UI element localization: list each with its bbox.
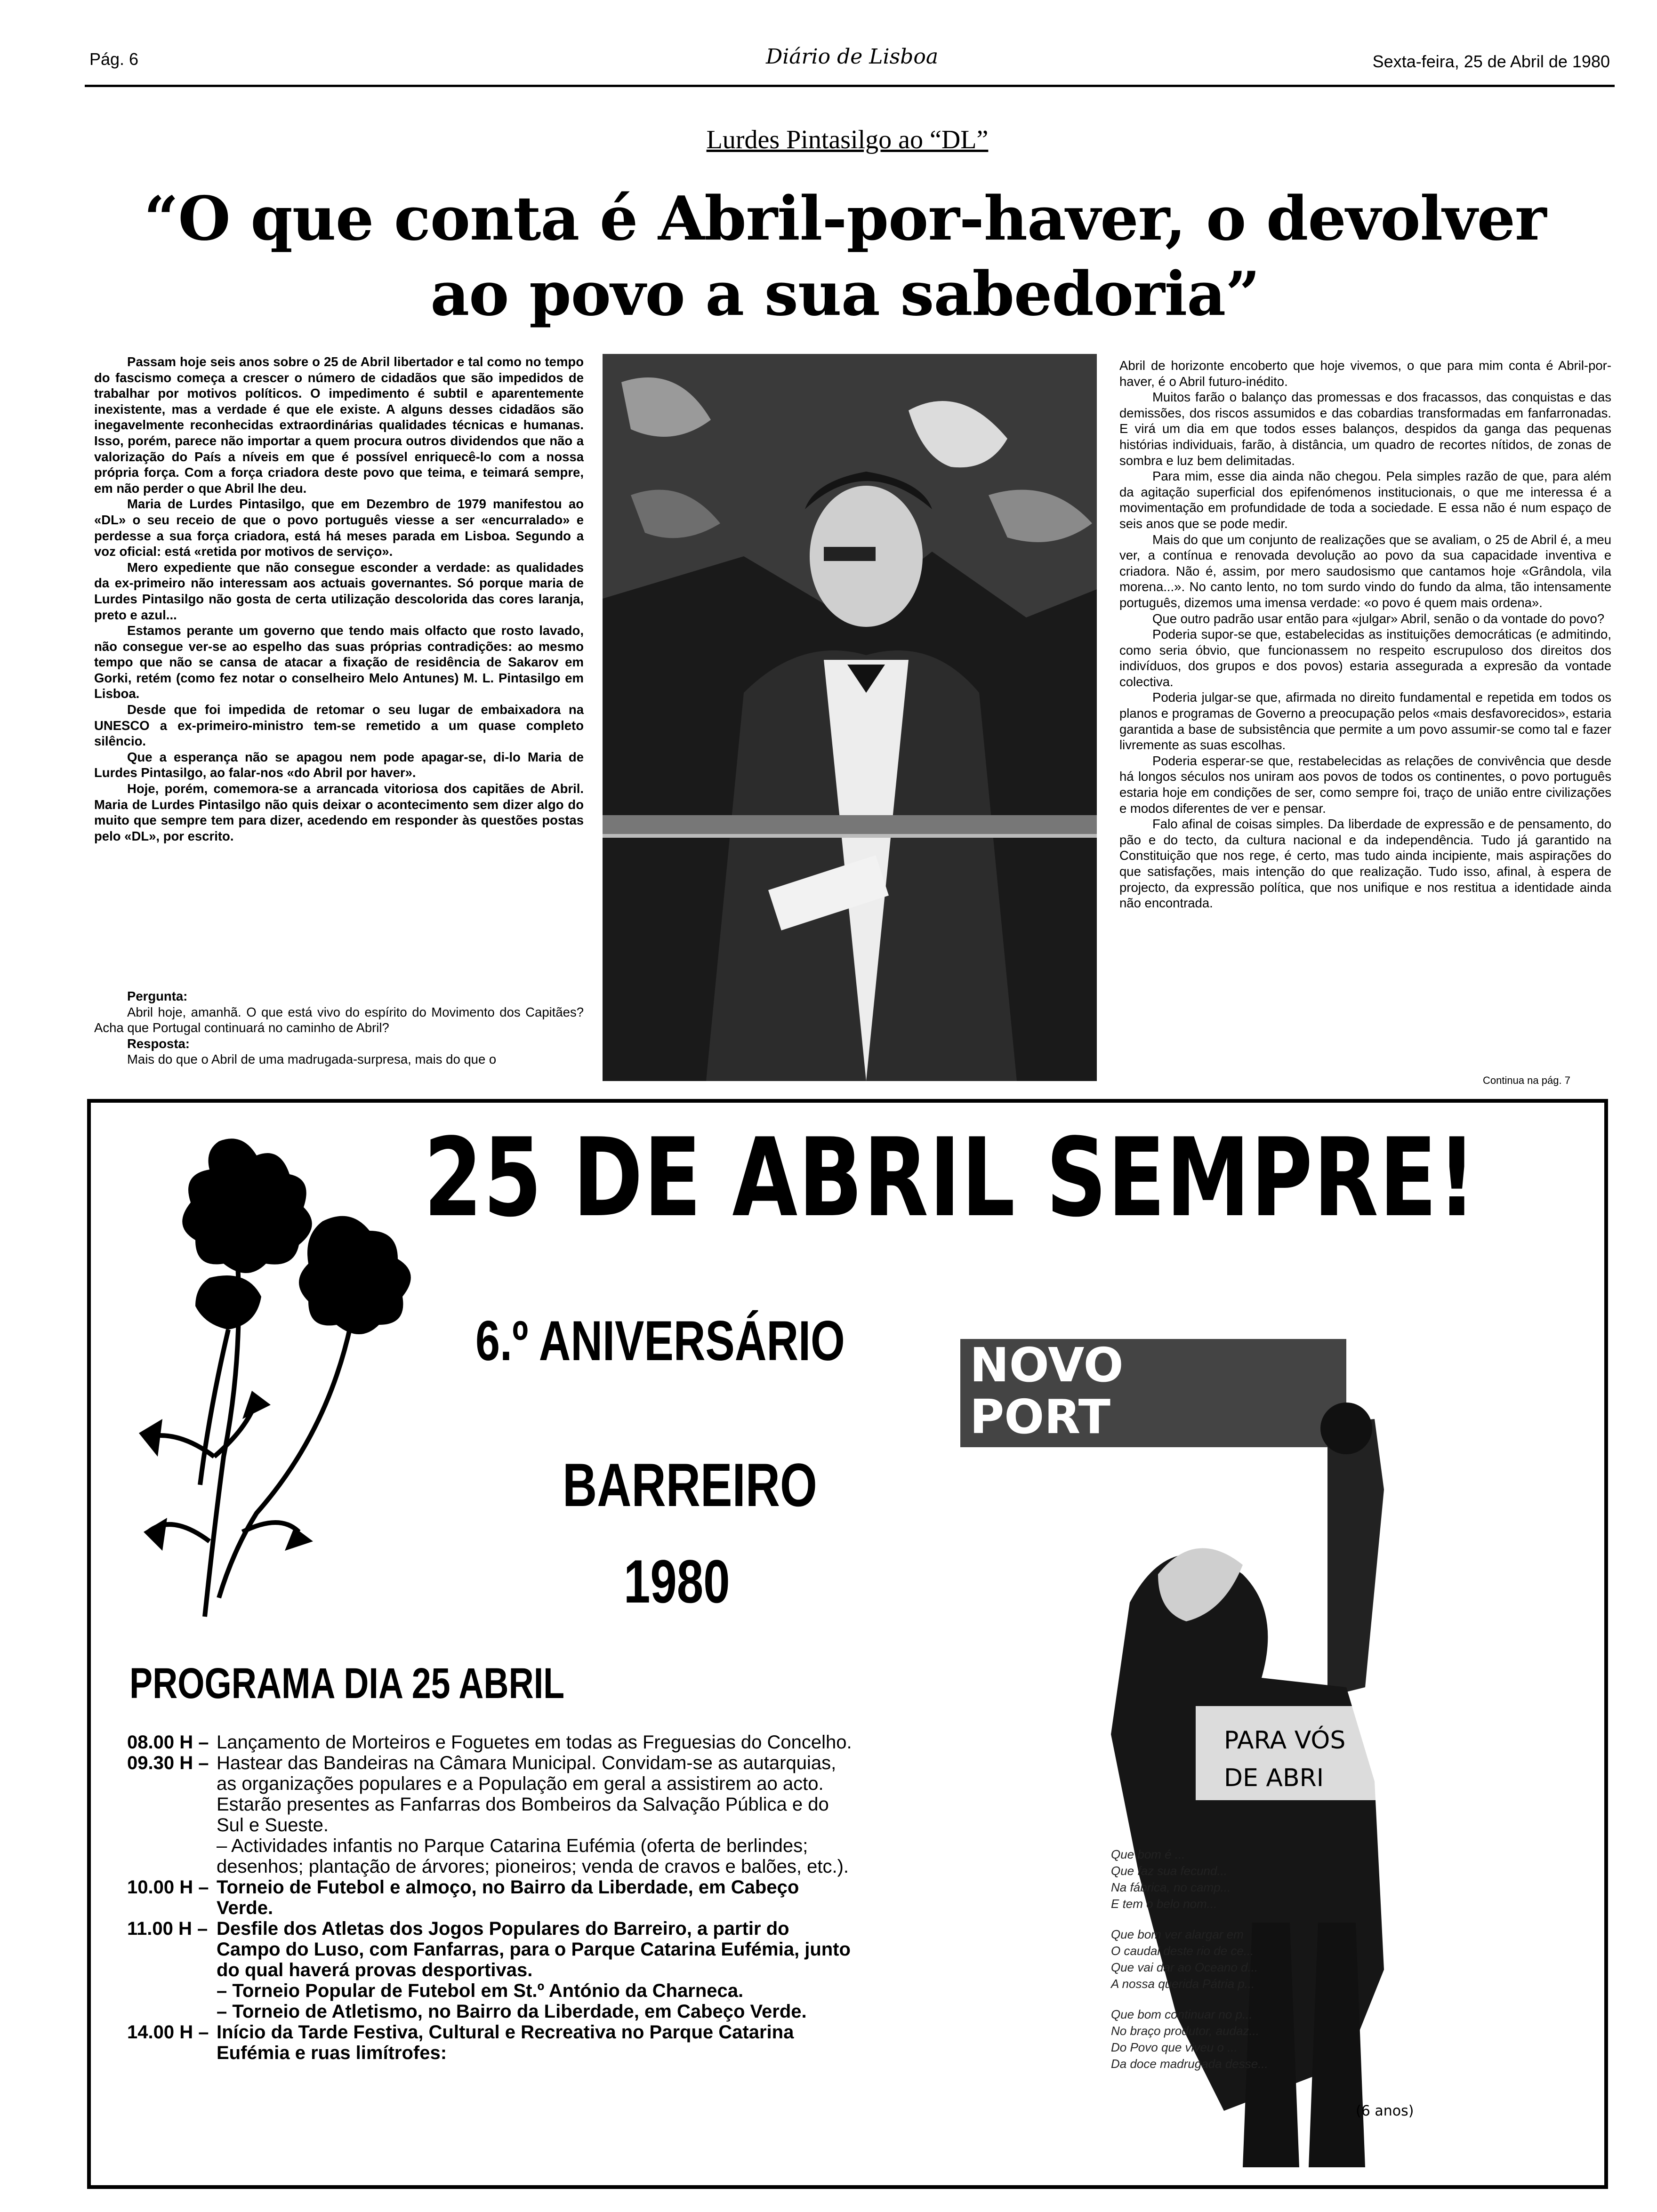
issue-date: Sexta-feira, 25 de Abril de 1980 xyxy=(1372,52,1610,71)
headline-line-2: ao povo a sua sabedoria” xyxy=(430,259,1260,329)
schedule-row xyxy=(127,1753,854,1835)
intro-paragraph: Passam hoje seis anos sobre o 25 de Abril libertador e tal como no tempo do fascismo começa a crescer o número de cidadãos que são impedidos de trabalhar por motivos políticos. O impedimento é subtil e aparentemente inexistente, mas a verdade é que ele existe. A alguns desses cidadãos são inegavelmente reconhecidas extraordinárias qualidades técnicas e humanas. Isso, porém, parece não importar a quem procura outros dividendos que não a valorização do País a níveis em que é possível enriquecê-lo com a nossa própria força. Com a força criadora deste povo que teima, e teimará sempre, em não perder o que Abril lhe deu. xyxy=(94,354,584,496)
poem-line: Que bom ver alargar em xyxy=(1111,1927,1244,1941)
poster-banner-1: PARA VÓS xyxy=(1224,1726,1346,1755)
schedule-text: – Torneio Popular de Futebol em St.º António da Charneca. xyxy=(217,1980,744,2001)
intro-paragraph: Desde que foi impedida de retomar o seu lugar de embaixadora na UNESCO a ex-primeiro-ministro tem-se remetido a um quase completo silêncio. xyxy=(94,702,584,749)
schedule-row xyxy=(127,1980,854,2001)
poem-line: Que vai dar ao Oceano d... xyxy=(1111,1960,1258,1974)
poster-author: (6 anos) xyxy=(1356,2103,1414,2119)
intro-paragraph: Mero expediente que não consegue esconder a verdade: as qualidades da ex-primeiro não interessam aos actuais governantes. Só porque maria de Lurdes Pintasilgo não gosta de certa utilização descolorida das cores laranja, preto e azul... xyxy=(94,560,584,622)
portrait-photo xyxy=(603,354,1097,1081)
poster-banner-2: DE ABRI xyxy=(1224,1764,1324,1792)
interview-qa xyxy=(94,988,584,1067)
poem-line: E tem o belo nom... xyxy=(1111,1897,1217,1911)
poem-line: Do Povo que viveu o ... xyxy=(1111,2040,1238,2054)
schedule-time: 10.00 H – xyxy=(127,1877,209,1898)
intro-paragraph: Que a esperança não se apagou nem pode apagar-se, di-lo Maria de Lurdes Pintasilgo, ao falar-nos «do Abril por haver». xyxy=(94,749,584,780)
poem-line: Que bom é ... xyxy=(1111,1847,1185,1861)
schedule-row xyxy=(127,1732,854,1753)
poem-line: A nossa querida Pátria p... xyxy=(1111,1977,1255,1991)
schedule-text: Desfile dos Atletas dos Jogos Populares do Barreiro, a partir do Campo do Luso, com Fanfarras, para o Parque Catarina Eufémia, junto do qual haverá provas desportivas. xyxy=(217,1918,851,1980)
poster-figure xyxy=(960,1311,1516,2167)
program-schedule xyxy=(127,1732,854,2063)
schedule-text: – Actividades infantis no Parque Catarina Eufémia (oferta de berlindes; desenhos; plantação de árvores; pioneiros; venda de cravos e balões, etc.). xyxy=(217,1835,849,1877)
continued-note[interactable]: Continua na pág. 7 xyxy=(1483,1074,1570,1086)
schedule-time: 08.00 H – xyxy=(127,1732,209,1753)
schedule-time xyxy=(127,1835,217,1877)
answer-paragraph: Poderia supor-se que, estabelecidas as instituições democráticas (e admitindo, como seria óbvio, que funcionassem no respeito escrupuloso dos direitos dos indivíduos, dos grupos e dos povos) estaria assegurada a expresão da vontade colectiva. xyxy=(1119,627,1611,689)
schedule-text: Torneio de Futebol e almoço, no Bairro da Liberdade, em Cabeço Verde. xyxy=(217,1877,799,1918)
newspaper-name: Diário de Lisboa xyxy=(765,45,939,69)
answer-text: Mais do que o Abril de uma madrugada-surpresa, mais do que o xyxy=(127,1052,497,1067)
portrait-photo-image xyxy=(603,354,1097,1081)
intro-paragraph: Maria de Lurdes Pintasilgo, que em Dezembro de 1979 manifestou ao «DL» o seu receio de que o povo português viesse a ser «encurralado» e perdesse a sua força criadora, está há meses parada em Lisboa. Segundo a voz oficial: está «retida por motivos de serviço». xyxy=(94,497,584,559)
schedule-row xyxy=(127,1918,854,1980)
schedule-row xyxy=(127,1835,854,1877)
article-intro xyxy=(94,354,584,844)
poster-image xyxy=(960,1311,1516,2167)
answer-paragraph: Poderia esperar-se que, restabelecidas as relações de convivência que desde há longos séculos nos uniram aos povos de todos os continentes, o povo português estaria hoje em condições de ser, como sempre foi, traço de união entre civilizações e modos diferentes de ver e pensar. xyxy=(1119,753,1611,816)
schedule-time xyxy=(127,2001,217,2022)
schedule-text: Hastear das Bandeiras na Câmara Municipal. Convidam-se as autarquias, as organizações populares e a População em geral a assistirem ao acto. Estarão presentes as Fanfarras dos Bombeiros da Salvação Pública e do Sul e Sueste. xyxy=(217,1753,837,1835)
answer-paragraph: Mais do que um conjunto de realizações que se avaliam, o 25 de Abril é, a meu ver, a contínua e renovada devolução ao povo da sua capacidade inventiva e criadora. Não é, assim, por mero saudosismo que cantamos hoje «Grândola, vila morena...». No canto lento, no tom surdo vindo do fundo da alma, tão intensamente português, dizemos uma imensa verdade: «o povo é quem mais ordena». xyxy=(1119,532,1611,610)
poem-line: Na fábrica, no camp... xyxy=(1111,1880,1231,1894)
schedule-text: Lançamento de Morteiros e Foguetes em todas as Freguesias do Concelho. xyxy=(217,1732,852,1753)
carnation-illustration xyxy=(101,1127,440,1626)
schedule-row xyxy=(127,2001,854,2022)
schedule-time: 14.00 H – xyxy=(127,2022,209,2043)
intro-paragraph: Estamos perante um governo que tendo mais olfacto que rosto lavado, não consegue ver-se ao espelho das suas próprias contradições: ao mesmo tempo que não se cansa de atacar a fixação de residência de Sakarov em Gorki, retém (como fez notar o conselheiro Melo Antunes) M. L. Pintasilgo em Lisboa. xyxy=(94,623,584,701)
poem-line: Que bom continuar no p... xyxy=(1111,2007,1253,2021)
schedule-row xyxy=(127,1877,854,1918)
question-label: Pergunta: xyxy=(127,989,188,1003)
answer-paragraph: Poderia julgar-se que, afirmada no direito fundamental e repetida em todos os planos e programas de Governo a preocupação pelos «mais desfavorecidos», estaria garantida a base de subsistência que permite a um povo assumir-se como tal e fazer livremente as suas escolhas. xyxy=(1119,690,1611,753)
poem-line: Da doce madrugada desse... xyxy=(1111,2057,1268,2071)
poster-word-2: PORT xyxy=(970,1389,1111,1444)
answer-paragraph: Falo afinal de coisas simples. Da liberdade de expressão e de pensamento, do pão e do tecto, da cultura nacional e da independência. Tudo já garantido na Constituição que nos rege, é certo, mas tudo ainda incipiente, mais aspirações do que satisfações, mais intenção do que realização. Tudo isso, afinal, à espera de projecto, da expressão política, que nos unifique e nos restitua a identidade ainda não encontrada. xyxy=(1119,817,1611,911)
schedule-time xyxy=(127,1980,217,2001)
answer-paragraph: Para mim, esse dia ainda não chegou. Pela simples razão de que, para além da agitação superficial dos epifenómenos institucionais, o que me interessa é a movimentação em profundidade de toda a sociedade. E essa não é num espaço de seis anos que se pode medir. xyxy=(1119,469,1611,531)
schedule-time: 11.00 H – xyxy=(127,1918,208,1939)
ad-title: 25 DE ABRIL SEMPRE! xyxy=(424,1115,1477,1241)
ad-year: 1980 xyxy=(624,1547,730,1616)
answer-label: Resposta: xyxy=(127,1036,190,1051)
question-text: Abril hoje, amanhã. O que está vivo do espírito do Movimento dos Capitães? Acha que Portugal continuará no caminho de Abril? xyxy=(94,1004,584,1035)
header-rule xyxy=(85,85,1615,87)
schedule-text: – Torneio de Atletismo, no Bairro da Liberdade, em Cabeço Verde. xyxy=(217,2001,807,2022)
schedule-text: Início da Tarde Festiva, Cultural e Recreativa no Parque Catarina Eufémia e ruas limítrofes: xyxy=(217,2022,794,2063)
poem-line: O caudal deste rio de ce... xyxy=(1111,1944,1254,1958)
program-title: PROGRAMA DIA 25 ABRIL xyxy=(129,1659,565,1707)
answer-continuation: Abril de horizonte encoberto que hoje vivemos, o que para mim conta é Abril-por-haver, é o Abril futuro-inédito. xyxy=(1119,358,1611,389)
page-number: Pág. 6 xyxy=(89,49,139,69)
answer-paragraph: Que outro padrão usar então para «julgar» Abril, senão o da vontade do povo? xyxy=(1152,611,1605,626)
headline-line-1: “O que conta é Abril-por-haver, o devolver xyxy=(144,184,1546,254)
article-headline xyxy=(104,181,1586,332)
article-right-column xyxy=(1119,358,1611,911)
article-kicker: Lurdes Pintasilgo ao “DL” xyxy=(706,125,989,154)
answer-paragraph: Muitos farão o balanço das promessas e dos fracassos, das conquistas e das demissões, dos riscos assumidos e das cobardias transformadas em fanfarronadas. E virá um dia em que todos esses balanços, despidos da ganga das pequenas histórias individuais, farão, à distância, um quadro de recortes nítidos, de zonas de sombra e luz bem delimitadas. xyxy=(1119,390,1611,468)
schedule-time: 09.30 H – xyxy=(127,1753,209,1773)
ad-place: BARREIRO xyxy=(563,1451,817,1519)
poem-line: Que faz sua fecund... xyxy=(1111,1864,1228,1878)
ad-anniversary: 6.º ANIVERSÁRIO xyxy=(475,1309,845,1372)
schedule-row xyxy=(127,2022,854,2063)
poster-word-1: NOVO xyxy=(970,1338,1124,1393)
intro-paragraph: Hoje, porém, comemora-se a arrancada vitoriosa dos capitães de Abril. Maria de Lurdes Pintasilgo não quis deixar o acontecimento sem dizer algo do muito que sempre tem para dizer, acedendo em responder às questões postas pelo «DL», por escrito. xyxy=(94,781,584,843)
poem-line: No braço produtor, audaz... xyxy=(1111,2024,1260,2038)
carnation-icon xyxy=(101,1127,440,1626)
